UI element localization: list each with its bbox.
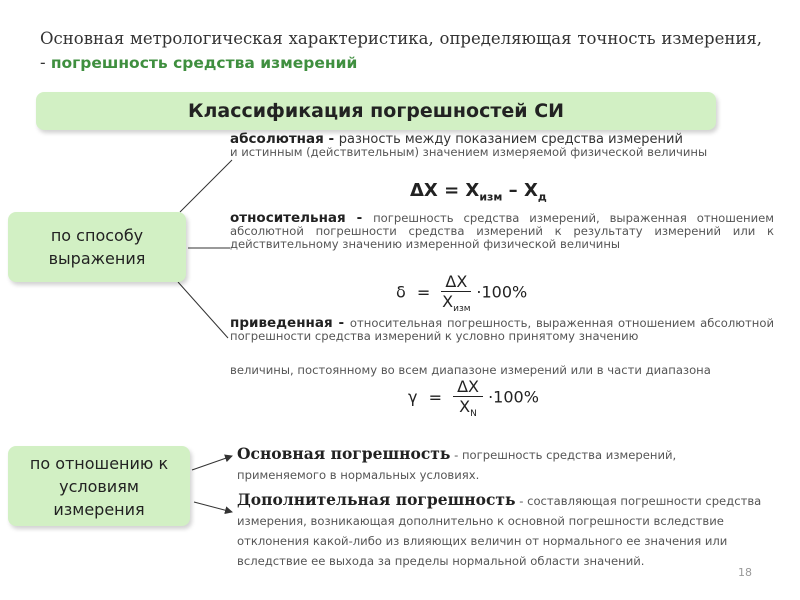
reduced-text1: относительная погрешность, выраженная отношением абсолютной погрешности средства измерений к условно принятому значению [230,316,774,343]
absolute-term: абсолютная - [230,131,339,147]
additional-error-definition [237,490,787,571]
reduced-numerator: ΔX [453,377,483,397]
absolute-formula [410,180,547,204]
absolute-formula-mid: – X [502,180,538,201]
intro-text: Основная метрологическая характеристика, определяющая точность измерения, - [40,29,762,72]
box-by-expression [8,212,186,282]
relative-formula [396,272,527,314]
relative-denominator [442,292,470,314]
relative-den-x: X [442,292,454,311]
absolute-formula-sub2: д [537,190,547,204]
absolute-definition [230,133,774,159]
reduced-symbol: γ [408,387,418,407]
absolute-rest: и истинным (действительным) значением измеряемой физической величины [230,145,708,159]
line-to-reduced [178,282,228,338]
relative-den-sub: изм [453,304,471,315]
reduced-fraction [453,377,483,419]
reduced-denominator [459,397,477,419]
relative-mult: ·100% [476,282,528,302]
main-error-definition [237,444,757,485]
reduced-text2: величины, постоянному во всем диапазоне измерений или в части диапазона [230,363,711,377]
reduced-definition [230,317,774,343]
additional-error-term: Дополнительная погрешность [237,490,516,509]
relative-numerator: ΔX [441,272,471,292]
main-error-text: - погрешность средства измерений, применяемого в нормальных условиях. [237,448,677,482]
relative-definition [230,212,774,251]
box-by-conditions-label: по отношению к условиям измерения [29,453,169,519]
reduced-eq: = [428,387,442,407]
absolute-formula-sub1: изм [479,190,503,204]
absolute-first-line: разность между показанием средства измерений [338,132,683,147]
reduced-mult: ·100% [488,387,539,407]
reduced-definition-cont [230,364,774,377]
arrow-to-additional-error [194,502,232,512]
reduced-term: приведенная - [230,315,350,331]
box-by-expression-label: по способу выражения [48,226,146,268]
absolute-formula-lhs: ΔX = X [410,180,480,201]
additional-error-text: - составляющая погрешности средства измерения, возникающая дополнительно к основной погрешности вследствие отклонения какой-либо из влияющих величин от нормального ее значения или вследствие ее выхода за пределы нормальной области значений. [237,494,762,568]
main-error-term: Основная погрешность [237,444,451,463]
reduced-den-x: X [459,397,471,416]
arrow-to-main-error [192,456,232,470]
line-to-absolute [180,160,232,212]
page-number: 18 [738,566,752,579]
reduced-formula [408,377,539,419]
intro-highlight: погрешность средства измерений [50,54,358,72]
banner-title: Классификация погрешностей СИ [187,100,565,122]
box-by-conditions [8,446,190,526]
relative-eq: = [416,282,431,302]
relative-text: погрешность средства измерений, выраженная отношением абсолютной погрешности средства измерений к результату измерений или к действительному значению измеренной физической величины [230,211,774,251]
relative-symbol: δ [396,282,406,302]
relative-term: относительная - [230,210,374,226]
reduced-den-sub: N [470,409,477,420]
relative-fraction [441,272,471,314]
